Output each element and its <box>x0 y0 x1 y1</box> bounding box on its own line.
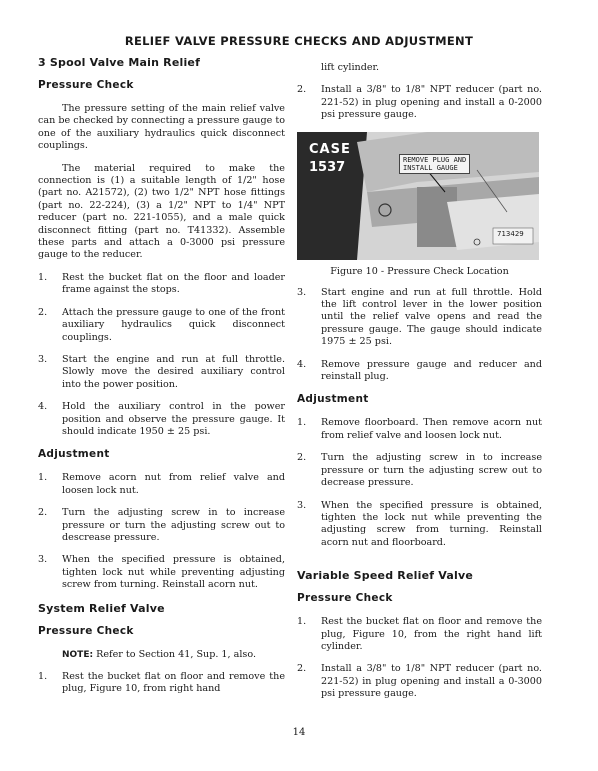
list-item: 1. Remove floorboard. Then remove acorn nut from relief valve and loosen lock nut. <box>297 417 542 441</box>
list-item: 3. When the specified pressure is obtained, tighten the lock nut while preventing the adjusting screw from turning. Reinstall acorn nut and floorboard. <box>297 499 542 548</box>
list-item: 2. Turn the adjusting screw in to increase pressure or turn the adjusting screw out to decrease pressure. <box>297 452 542 489</box>
image-code: 713429 <box>497 229 524 238</box>
note-text: Refer to Section 41, Sup. 1, also. <box>96 648 257 660</box>
note-label: NOTE: <box>62 649 94 660</box>
figure-caption: Figure 10 - Pressure Check Location <box>330 265 509 277</box>
page-number: 14 <box>292 727 306 738</box>
model-label: 1537 <box>309 159 346 175</box>
subheading-adjustment: Adjustment <box>297 393 369 406</box>
subheading-adjustment: Adjustment <box>38 448 110 461</box>
list-item: 2. Install a 3/8" to 1/8" NPT reducer (part no. 221-52) in plug opening and install a 0-2000 psi pressure gauge. <box>297 84 542 121</box>
list-item: 4. Hold the auxiliary control in the power position and observe the pressure gauge. It should indicate 1950 ± 25 psi. <box>38 401 285 437</box>
section-heading-system-relief: System Relief Valve <box>38 601 165 615</box>
figure-callout: REMOVE PLUG AND INSTALL GAUGE <box>399 154 470 174</box>
list-item: 1. Rest the bucket flat on the floor and loader frame against the stops. <box>38 271 285 296</box>
list-item: 4. Remove pressure gauge and reducer and reinstall plug. <box>297 358 542 383</box>
list-item: 1. Remove acorn nut from relief valve and loosen lock nut. <box>38 472 285 496</box>
right-column <box>297 62 542 711</box>
figure-pressure-check-photo <box>297 132 539 260</box>
subheading-pressure-check: Pressure Check <box>38 79 134 91</box>
brand-label: CASE <box>309 141 351 157</box>
subheading-pressure-check: Pressure Check <box>38 624 134 637</box>
subheading-pressure-check: Pressure Check <box>297 592 393 605</box>
list-item: 3. Start engine and run at full throttle. Hold the lift control lever in the lower position until the relief valve opens and read the pressure gauge. The gauge should indicate 1975 ± 25 psi. <box>297 286 542 348</box>
note <box>62 649 285 661</box>
section-heading-variable-speed: Variable Speed Relief Valve <box>297 569 473 583</box>
list-item: 3. Start the engine and run at full throttle. Slowly move the desired auxiliary control into the power position. <box>38 353 285 390</box>
list-item: 2. Install a 3/8" to 1/8" NPT reducer (part no. 221-52) in plug opening and install a 0-3000 psi pressure gauge. <box>297 663 542 700</box>
page-title: RELIEF VALVE PRESSURE CHECKS AND ADJUSTMENT <box>124 34 474 48</box>
list-item: 2. Attach the pressure gauge to one of the front auxiliary hydraulics quick disconnect couplings. <box>38 306 285 343</box>
paragraph-materials: The material required to make the connection is (1) a suitable length of 1/2" hose (part no. A21572), (2) two 1/2" NPT hose fittings (part no. 22-224), (3) a 1/2" NPT to 1/4" NPT reducer (part no. 221-1055), and a male quick disconnect fitting (part no. T41332). Assemble these parts and attach a 0-3000 psi pressure gauge to the reducer. <box>38 162 285 261</box>
section-heading-main-relief: 3 Spool Valve Main Relief <box>38 56 201 69</box>
continuation-text: lift cylinder. <box>321 62 380 73</box>
list-item: 2. Turn the adjusting screw in to increase pressure or turn the adjusting screw out to descrease pressure. <box>38 507 285 543</box>
list-item: 1. Rest the bucket flat on floor and remove the plug, Figure 10, from the right hand lift cylinder. <box>297 616 542 652</box>
list-item: 3. When the specified pressure is obtained, tighten lock nut while preventing adjusting screw from turning. Reinstall acorn nut. <box>38 554 285 591</box>
paragraph-intro: The pressure setting of the main relief valve can be checked by connecting a pressure gauge to one of the auxiliary hydraulics quick disconnect couplings. <box>38 103 285 152</box>
list-item: 1. Rest the bucket flat on floor and remove the plug, Figure 10, from right hand <box>38 671 285 695</box>
left-column <box>38 56 285 706</box>
